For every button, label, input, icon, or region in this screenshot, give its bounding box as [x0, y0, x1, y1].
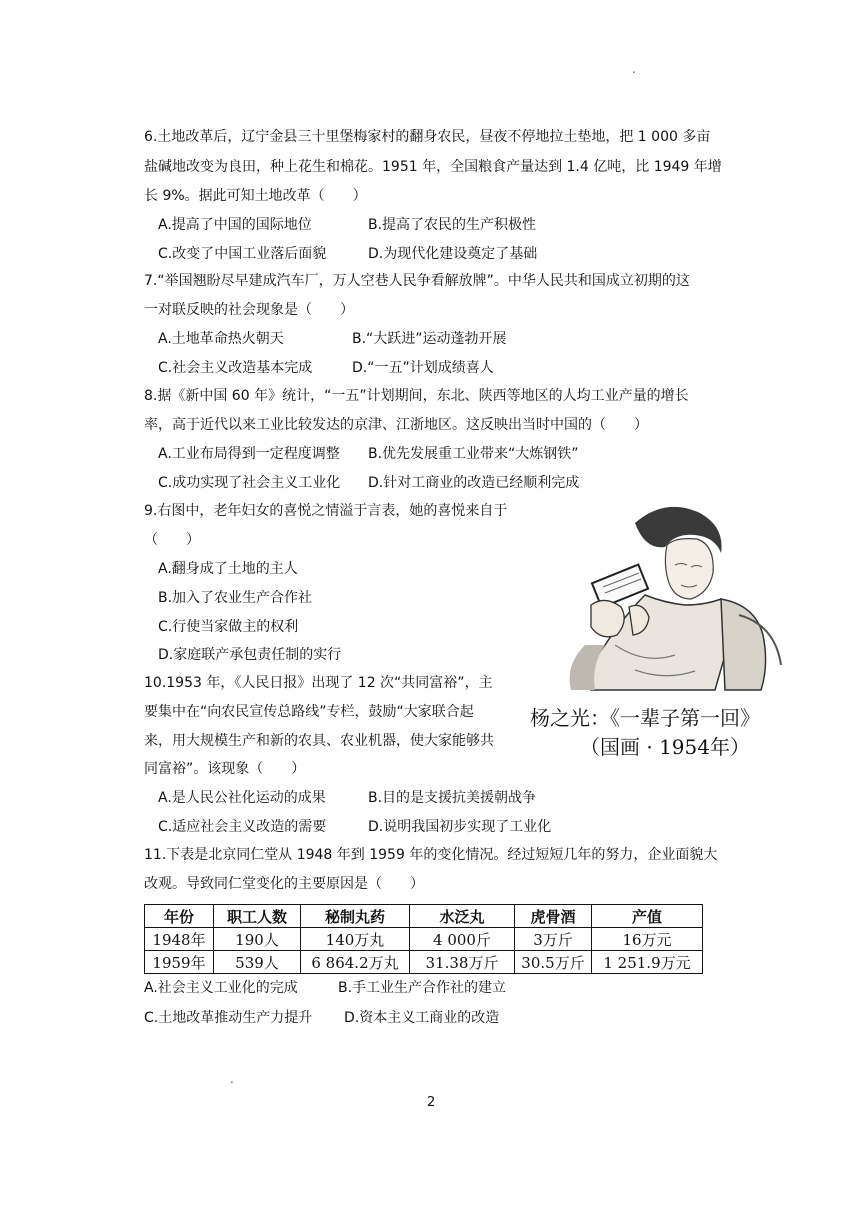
table-header-cell: 秘制丸药: [301, 905, 410, 928]
table-cell: 140万丸: [301, 928, 410, 951]
table-cell: 1948年: [145, 928, 214, 951]
q11-option-c: C.土地改革推动生产力提升: [144, 1010, 313, 1026]
q7-option-a: A.土地革命热火朝天: [158, 331, 284, 347]
table-cell: 30.5万斤: [515, 951, 592, 974]
q8-option-d: D.针对工商业的改造已经顺利完成: [368, 475, 580, 491]
q6-option-a: A.提高了中国的国际地位: [158, 217, 312, 233]
q10-option-b: B.目的是支援抗美援朝战争: [368, 790, 537, 806]
q8-stem-line-2: 率，高于近代以来工业比较发达的京津、江浙地区。这反映出当时中国的（ ）: [144, 417, 648, 433]
figure-caption-title: 杨之光：《一辈子第一回》: [530, 706, 760, 730]
table-cell: 190人: [214, 928, 301, 951]
q6-stem-line-1: 6.土地改革后，辽宁金县三十里堡梅家村的翻身农民，昼夜不停地拉土垫地，把 1 000 多亩: [144, 129, 711, 145]
table-header-cell: 年份: [145, 905, 214, 928]
q6-option-d: D.为现代化建设奠定了基础: [368, 246, 538, 262]
table-cell: 3万斤: [515, 928, 592, 951]
page-number: 2: [427, 1095, 436, 1110]
table-row: [145, 928, 703, 951]
bottom-dot-mark: .: [230, 1072, 234, 1086]
top-dot-mark: .: [632, 62, 636, 76]
q10-stem-line-3: 来，用大规模生产和新的农具、农业机器，使大家能够共: [144, 733, 494, 749]
table-cell: 1 251.9万元: [592, 951, 703, 974]
q11-option-b: B.手工业生产合作社的建立: [338, 980, 507, 996]
q10-stem-line-1: 10.1953 年，《人民日报》出现了 12 次“共同富裕”，主: [144, 675, 493, 691]
q10-stem-line-2: 要集中在“向农民宣传总路线”专栏，鼓励“大家联合起: [144, 704, 474, 720]
table-header-cell: 虎骨酒: [515, 905, 592, 928]
q8-stem-line-1: 8.据《新中国 60 年》统计，“一五”计划期间，东北、陕西等地区的人均工业产量的增长: [144, 388, 689, 404]
q9-option-a: A.翻身成了土地的主人: [158, 561, 298, 577]
q7-option-c: C.社会主义改造基本完成: [158, 360, 313, 376]
q7-option-d: D.“一五”计划成绩喜人: [352, 360, 494, 376]
table-cell: 6 864.2万丸: [301, 951, 410, 974]
q6-stem-line-2: 盐碱地改变为良田，种上花生和棉花。1951 年，全国粮食产量达到 1.4 亿吨，比 1949 年增: [144, 159, 722, 175]
figure-caption-subtitle: （国画 · 1954年）: [580, 735, 750, 759]
q11-stem-line-2: 改观。导致同仁堂变化的主要原因是（ ）: [144, 876, 424, 892]
q6-option-c: C.改变了中国工业落后面貌: [158, 246, 327, 262]
q8-option-c: C.成功实现了社会主义工业化: [158, 475, 341, 491]
q7-stem-line-1: 7.“举国翘盼尽早建成汽车厂，万人空巷人民争看解放牌”。中华人民共和国成立初期的这: [144, 273, 690, 289]
q10-option-a: A.是人民公社化运动的成果: [158, 790, 326, 806]
q10-stem-line-4: 同富裕”。该现象（ ）: [144, 761, 306, 777]
q10-option-d: D.说明我国初步实现了工业化: [368, 819, 552, 835]
q7-stem-line-2: 一对联反映的社会现象是（ ）: [144, 302, 354, 318]
q11-stem-line-1: 11.下表是北京同仁堂从 1948 年到 1959 年的变化情况。经过短短几年的努力，企业面貌大: [144, 847, 718, 863]
q9-option-c: C.行使当家做主的权利: [158, 619, 299, 635]
tongrentang-table: [144, 904, 703, 974]
table-header-cell: 产值: [592, 905, 703, 928]
q7-option-b: B.“大跃进”运动蓬勃开展: [352, 331, 507, 347]
q6-stem-line-3: 长 9%。据此可知土地改革（ ）: [144, 188, 367, 204]
table-cell: 4 000斤: [410, 928, 515, 951]
q10-option-c: C.适应社会主义改造的需要: [158, 819, 327, 835]
q11-option-a: A.社会主义工业化的完成: [144, 980, 298, 996]
table-cell: 16万元: [592, 928, 703, 951]
table-row: [145, 951, 703, 974]
q9-stem-line-2: （ ）: [144, 532, 200, 548]
q8-option-b: B.优先发展重工业带来“大炼钢铁”: [368, 446, 579, 462]
q11-option-d: D.资本主义工商业的改造: [344, 1010, 500, 1026]
table-cell: 1959年: [145, 951, 214, 974]
table-header-cell: 职工人数: [214, 905, 301, 928]
q9-option-d: D.家庭联产承包责任制的实行: [158, 647, 342, 663]
q9-option-b: B.加入了农业生产合作社: [158, 590, 313, 606]
q6-option-b: B.提高了农民的生产积极性: [368, 217, 537, 233]
q8-option-a: A.工业布局得到一定程度调整: [158, 446, 340, 462]
table-cell: 539人: [214, 951, 301, 974]
elderly-woman-illustration: [525, 495, 815, 695]
table-header-cell: 水泛丸: [410, 905, 515, 928]
q9-stem-line-1: 9.右图中，老年妇女的喜悦之情溢于言表，她的喜悦来自于: [144, 503, 508, 519]
table-cell: 31.38万斤: [410, 951, 515, 974]
painting-figure: [525, 495, 815, 760]
table-header-row: [145, 905, 703, 928]
